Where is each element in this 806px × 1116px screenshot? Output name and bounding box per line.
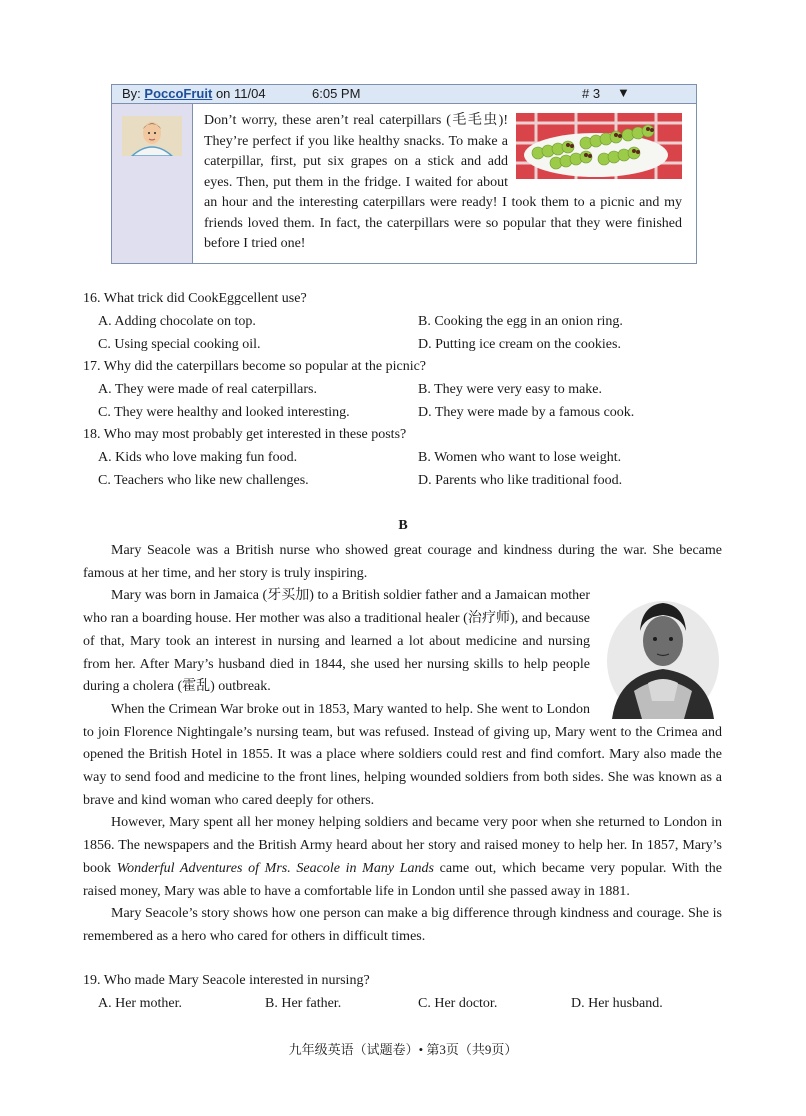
post-author-line [122,85,266,103]
forum-post [111,84,697,264]
by-label: By: [122,86,141,101]
passage-paragraph-2: Mary was born in Jamaica (牙买加) to a British soldier father and a Jamaican mother who ran a boarding house. Her mother was also a traditional healer (治疗师), and because of that, Mary took an interest in nursing and learned a lot about medicine and nursing from her. After Mary’s husband died in 1844, she used her nursing skills to help people during a cholera (霍乱) outbreak. [83,588,590,695]
q19-option-a: A. Her mother. [98,996,182,1011]
q19-option-b: B. Her father. [265,996,342,1011]
q18-option-a: A. Kids who love making fun food. [98,450,298,465]
dropdown-arrow-icon[interactable]: ▼ [617,85,630,100]
q16-option-c: C. Using special cooking oil. [98,337,261,352]
post-date: on 11/04 [215,86,266,101]
caterpillar-snack-image [516,113,682,179]
post-sidebar [112,104,193,263]
question-18: 18. Who may most probably get interested in these posts? [83,427,407,442]
q18-option-d: D. Parents who like traditional food. [418,473,623,488]
question-16: 16. What trick did CookEggcellent use? [83,291,307,306]
username-link[interactable]: PoccoFruit [144,86,213,101]
passage-b [83,540,722,949]
post-text: Don’t worry, these aren’t real caterpillars (毛毛虫)! They’re perfect if you like healthy snacks. To make a caterpillar, first, put six grapes on a stick and add eyes. Then, put them in the fridge. I waited for about an hour and the interesting caterpillars were ready! I took them to a picnic and my friends loved them. In fact, the caterpillars were so popular that they were finished before I tried one! [204,113,682,251]
section-b-title: B [398,518,408,533]
passage-paragraph-4 [83,812,722,903]
question-17: 17. Why did the caterpillars become so popular at the picnic? [83,359,427,374]
passage-paragraph-5: Mary Seacole’s story shows how one person can make a big difference through kindness and courage. She is remembered as a hero who cared for others in difficult times. [83,906,722,944]
avatar [122,116,182,156]
q17-option-d: D. They were made by a famous cook. [418,405,635,420]
book-title: Wonderful Adventures of Mrs. Seacole in Many Lands [116,860,434,876]
post-number: # 3 [582,86,601,101]
q19-option-d: D. Her husband. [571,996,663,1011]
q16-option-a: A. Adding chocolate on top. [98,314,256,329]
p4-text-after: came out, which became very popular. With the raised money, Mary was able to have a comfortable life in London until she passed away in 1881. [83,860,722,899]
q17-option-b: B. They were very easy to make. [418,382,603,397]
q16-option-b: B. Cooking the egg in an onion ring. [418,314,623,329]
p4-text-before: However, Mary spent all her money helping soldiers and became very poor when she returned to London in 1856. The newspapers and the British Army heard about her story and raised money to help her. In 1857, Mary’s book [83,815,722,876]
mary-seacole-portrait [604,591,722,719]
q18-option-c: C. Teachers who like new challenges. [98,473,309,488]
post-time: 6:05 PM [312,86,361,101]
q17-option-a: A. They were made of real caterpillars. [98,382,317,397]
q19-option-c: C. Her doctor. [418,996,498,1011]
q18-option-b: B. Women who want to lose weight. [418,450,622,465]
post-header [112,85,696,104]
q16-option-d: D. Putting ice cream on the cookies. [418,337,621,352]
page-footer: 九年级英语（试题卷）• 第3页（共9页） [288,1042,518,1057]
post-body [204,111,682,255]
q17-option-c: C. They were healthy and looked interesting. [98,405,350,420]
passage-paragraph-3: When the Crimean War broke out in 1853, Mary wanted to help. She went to London to join Florence Nightingale’s nursing team, but was refused. Instead of giving up, Mary went to the Crimea and opened the British Hotel in 1855. It was a place where soldiers could rest and find comfort. Mary also made the way to send food and medicine to the front lines, helping wounded soldiers from both sides. She was known as a brave and kind woman who cared deeply for others. [83,701,722,808]
passage-paragraph-1: Mary Seacole was a British nurse who showed great courage and kindness during the war. She became famous at her time, and her story is truly inspiring. [83,543,722,581]
question-19: 19. Who made Mary Seacole interested in nursing? [83,973,370,988]
